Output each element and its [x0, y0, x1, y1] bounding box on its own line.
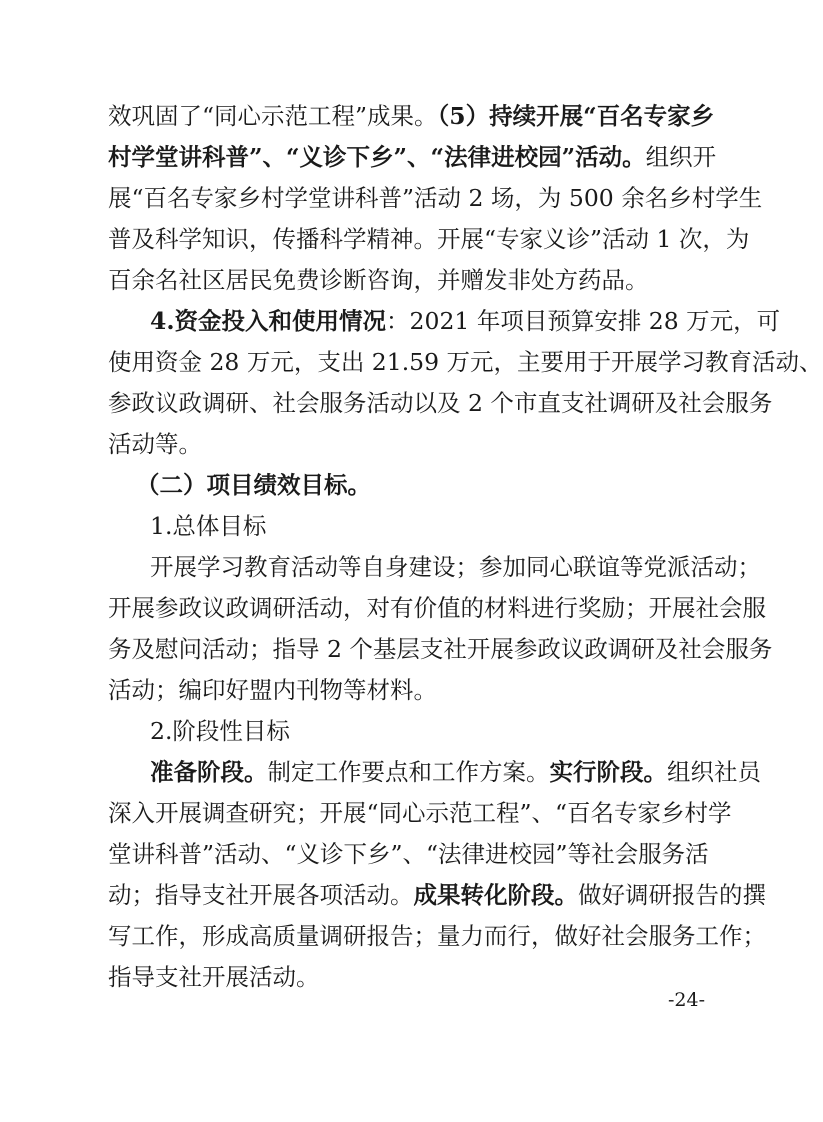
body-line: 使用资金 28 万元，支出 21.59 万元，主要用于开展学习教育活动、: [108, 348, 823, 376]
bold-text-run: 准备阶段。: [150, 758, 268, 786]
body-line: [108, 875, 766, 915]
text-run: ：2021 年项目预算安排 28 万元，可: [386, 307, 781, 335]
body-line: 开展学习教育活动等自身建设；参加同心联谊等党派活动；: [150, 553, 761, 581]
text-run: 组织开: [645, 143, 717, 171]
body-line: 务及慰问活动；指导 2 个基层支社开展参政议政调研及社会服务: [108, 635, 773, 663]
body-line: 深入开展调查研究；开展“同心示范工程”、“百名专家乡村学: [108, 799, 732, 827]
section-heading: （二）项目绩效目标。: [136, 471, 371, 499]
body-line: [108, 137, 717, 177]
bold-text-run: 成果转化阶段。: [413, 881, 578, 909]
body-line: 展“百名专家乡村学堂讲科普”活动 2 场，为 500 余名乡村学生: [108, 184, 763, 212]
body-line: 百余名社区居民免费诊断咨询，并赠发非处方药品。: [108, 266, 649, 294]
body-line: 普及科学知识，传播科学精神。开展“专家义诊”活动 1 次，为: [108, 225, 750, 253]
body-line: [150, 301, 781, 341]
subheading: 1.总体目标: [150, 512, 267, 540]
body-line: 堂讲科普”活动、“义诊下乡”、“法律进校园”等社会服务活: [108, 840, 709, 868]
subheading: 2.阶段性目标: [150, 717, 290, 745]
body-line: 参政议政调研、社会服务活动以及 2 个市直支社调研及社会服务: [108, 389, 773, 417]
bold-text-run: 村学堂讲科普”、“义诊下乡”、“法律进校园”活动。: [108, 143, 646, 171]
section-label: 4.资金投入和使用情况: [150, 307, 387, 335]
body-line: [108, 96, 715, 136]
body-line: [150, 752, 761, 792]
body-line: 开展参政议政调研活动，对有价值的材料进行奖励；开展社会服: [108, 594, 766, 622]
text-run: 组织社员: [667, 758, 761, 786]
body-line: 活动等。: [108, 430, 202, 458]
text-run: 效巩固了“同心示范工程”成果。: [108, 102, 438, 130]
text-run: 做好调研报告的撰: [578, 881, 766, 909]
page-number: -24-: [667, 989, 705, 1011]
body-line: 活动；编印好盟内刊物等材料。: [108, 676, 437, 704]
bold-text-run: （5）持续开展“百名专家乡: [437, 102, 715, 130]
text-run: 制定工作要点和工作方案。: [267, 758, 550, 786]
body-line: 写工作，形成高质量调研报告；量力而行，做好社会服务工作；: [108, 922, 766, 950]
bold-text-run: 实行阶段。: [549, 758, 667, 786]
body-line: 指导支社开展活动。: [108, 963, 320, 991]
text-run: 动；指导支社开展各项活动。: [108, 881, 414, 909]
